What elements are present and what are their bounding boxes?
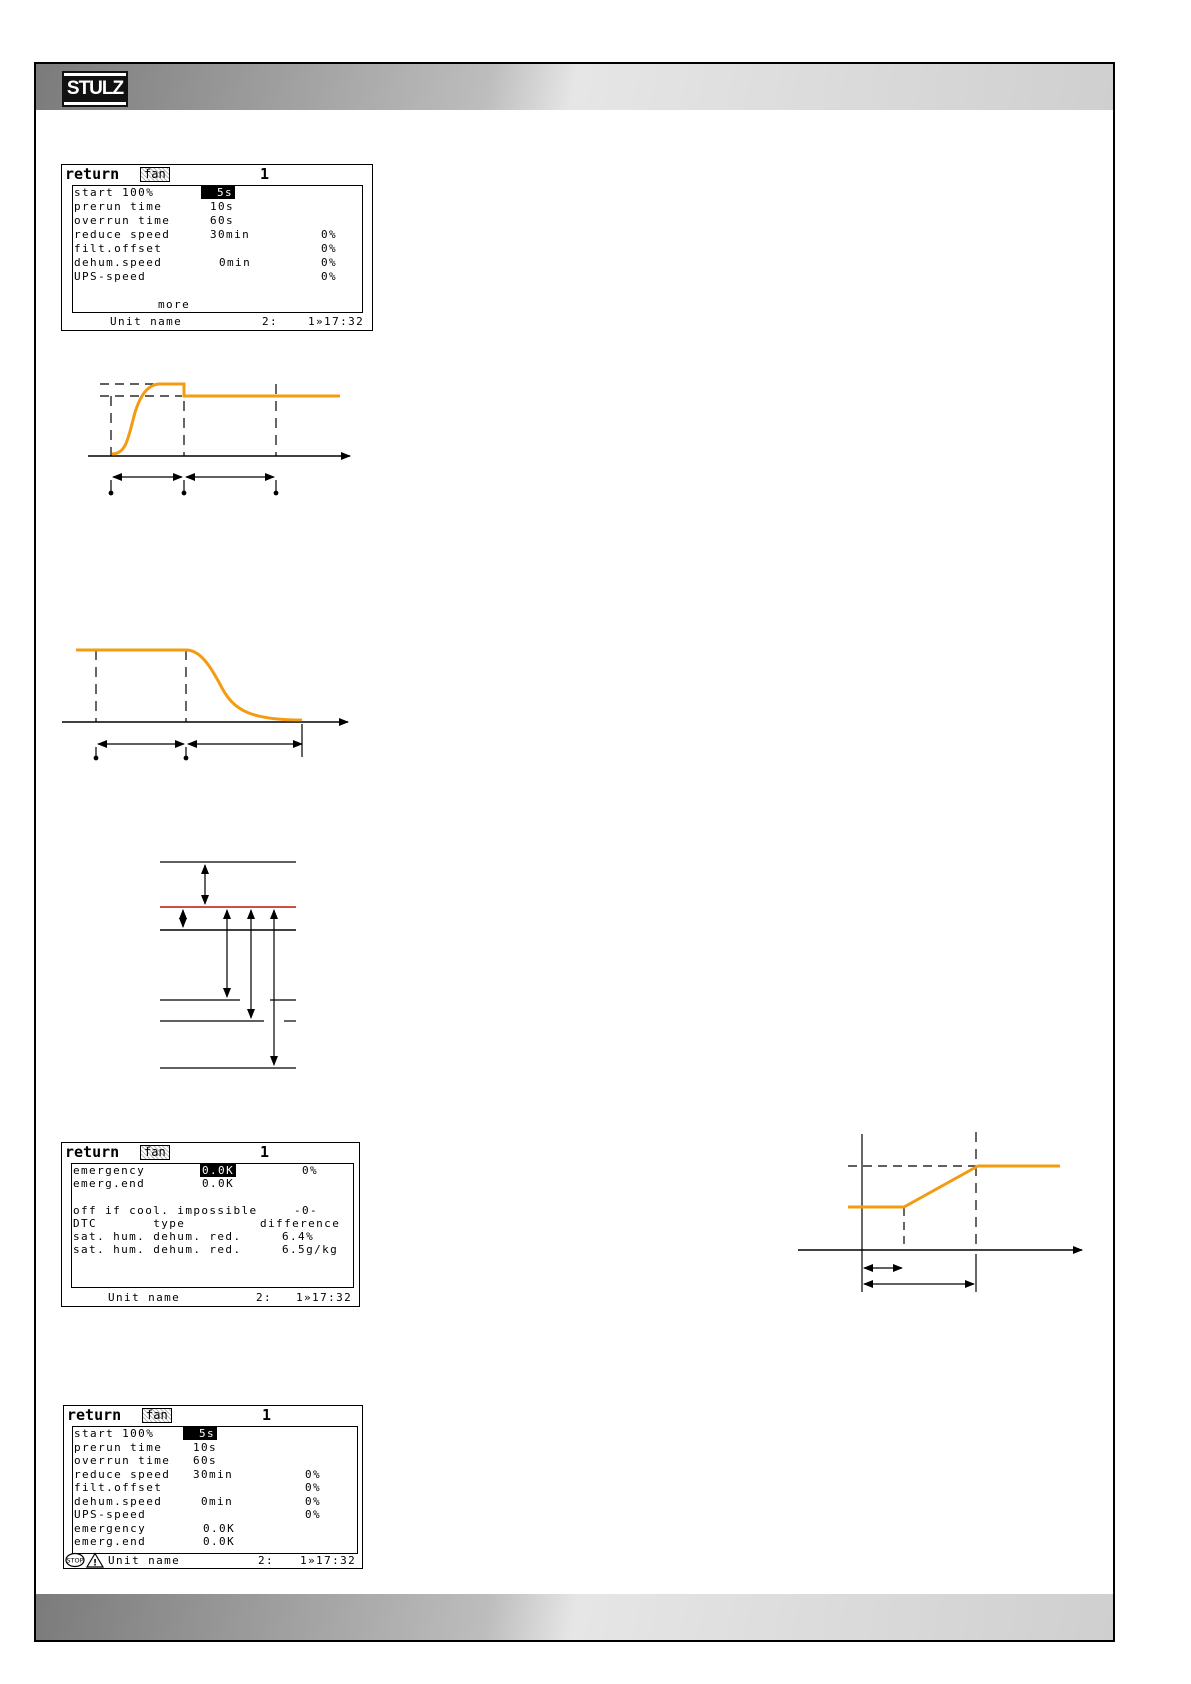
row-label: off if cool. impossible: [73, 1204, 258, 1217]
menu-row[interactable]: [73, 1217, 185, 1230]
row-value: 30min: [210, 228, 251, 241]
lcd-header: [64, 1143, 361, 1163]
stop-icon[interactable]: [66, 1554, 84, 1567]
row-percent: 0%: [305, 1494, 322, 1508]
menu-row[interactable]: [73, 1164, 145, 1177]
row-value: 0.0K: [202, 1177, 235, 1190]
row-label: dehum.speed: [74, 1494, 163, 1508]
svg-text:!: !: [92, 1558, 98, 1569]
row-label: overrun time: [74, 214, 171, 227]
row-label: emergency: [73, 1164, 146, 1177]
footer-unit-name: Unit name: [108, 1554, 181, 1567]
menu-row[interactable]: [74, 1535, 146, 1548]
fan-speed-curve: [112, 384, 340, 454]
row-percent: 0%: [305, 1467, 322, 1481]
stulz-logo: STULZ: [64, 73, 126, 105]
ramp-diagram: [798, 1132, 1082, 1292]
row-percent: 0%: [321, 228, 338, 241]
overrun-diagram: [62, 650, 348, 760]
menu-row[interactable]: [74, 1508, 146, 1521]
row-label: dehum.speed: [74, 256, 163, 269]
lcd-menu-box: [72, 1426, 358, 1554]
row-label: emergency: [74, 1521, 147, 1535]
row-label: reduce speed: [74, 228, 171, 241]
menu-row[interactable]: [74, 1454, 170, 1467]
row-value: 60s: [210, 214, 235, 227]
footer-unit-name: Unit name: [110, 315, 183, 328]
footer-page: 2:: [258, 1554, 275, 1567]
menu-row[interactable]: [74, 1522, 146, 1535]
row-value: 5s: [183, 1427, 217, 1440]
menu-row[interactable]: [73, 1204, 258, 1217]
row-label: start 100%: [74, 186, 155, 199]
startup-diagram: [88, 384, 350, 495]
row-percent: 0%: [302, 1164, 319, 1177]
row-percent: 0%: [321, 242, 338, 255]
level-diagram: [160, 862, 296, 1068]
fan-tab[interactable]: fan: [142, 1408, 172, 1423]
fan-tab[interactable]: fan: [140, 167, 170, 182]
row-value: 6.4%: [282, 1230, 315, 1243]
footer-page: 2:: [262, 315, 279, 328]
row-value: 0.0K: [203, 1521, 236, 1535]
row-value: 60s: [193, 1454, 218, 1467]
row-value: 0min: [219, 256, 252, 269]
fan-speed-curve: [848, 1166, 1060, 1207]
fan-tab[interactable]: fan: [140, 1145, 170, 1160]
row-label: sat. hum. dehum. red.: [73, 1243, 242, 1256]
row-label: sat. hum. dehum. red.: [73, 1230, 242, 1243]
lcd-screen-emergency-settings: [61, 1142, 360, 1307]
menu-row[interactable]: [74, 1481, 162, 1494]
row-value-highlight[interactable]: [200, 1164, 236, 1177]
row-value: 10s: [193, 1440, 218, 1454]
status-icons: [64, 1552, 114, 1570]
footer-time: 1»17:32: [300, 1554, 357, 1567]
row-label: UPS-speed: [74, 270, 147, 283]
row-label: reduce speed: [74, 1467, 171, 1481]
row-label: prerun time: [74, 1440, 163, 1454]
menu-row[interactable]: [74, 1468, 170, 1481]
row-percent: 0%: [305, 1481, 322, 1494]
warning-icon[interactable]: [87, 1554, 103, 1569]
footer-time: 1»17:32: [296, 1291, 353, 1304]
row-label: filt.offset: [74, 1481, 163, 1494]
row-percent: 0%: [305, 1508, 322, 1521]
row-value: 5s: [201, 186, 235, 199]
row-percent: 0%: [321, 270, 338, 283]
row-label: UPS-speed: [74, 1508, 147, 1521]
row-value: 30min: [193, 1467, 234, 1481]
row-value: -0-: [294, 1204, 319, 1217]
svg-text:STOP: STOP: [66, 1556, 84, 1565]
row-value: 0.0K: [202, 1164, 235, 1177]
row-label: prerun time: [74, 200, 163, 213]
menu-row[interactable]: [74, 1441, 162, 1454]
unit-number: 1: [262, 1406, 272, 1424]
menu-row[interactable]: [73, 1243, 241, 1256]
menu-row[interactable]: [74, 1495, 162, 1508]
menu-row[interactable]: [73, 1177, 145, 1190]
lcd-menu-box: [71, 1163, 354, 1288]
lcd-screen-fan-settings-full: [63, 1405, 363, 1569]
footer-time: 1»17:32: [308, 315, 365, 328]
row-value-highlight[interactable]: [183, 1427, 217, 1440]
row-value: difference: [260, 1217, 341, 1230]
unit-number: 1: [260, 165, 270, 183]
menu-row[interactable]: [73, 1230, 241, 1243]
return-button[interactable]: return: [67, 1406, 122, 1424]
more-link[interactable]: more: [158, 298, 191, 311]
row-label: DTC type: [73, 1217, 186, 1230]
row-percent: 0%: [321, 256, 338, 269]
row-label: filt.offset: [74, 242, 163, 255]
fan-speed-curve: [76, 650, 302, 720]
lcd-header: [66, 1406, 364, 1426]
footer-page: 2:: [256, 1291, 273, 1304]
return-button[interactable]: return: [65, 1143, 120, 1161]
footer-unit-name: Unit name: [108, 1291, 181, 1304]
row-value: 6.5g/kg: [282, 1243, 339, 1256]
row-label: start 100%: [74, 1427, 155, 1440]
row-value: 0min: [201, 1494, 234, 1508]
unit-number: 1: [260, 1143, 270, 1161]
row-label: emerg.end: [74, 1535, 147, 1548]
return-button[interactable]: return: [65, 165, 120, 183]
row-label: overrun time: [74, 1454, 171, 1467]
row-value: 10s: [210, 200, 235, 213]
row-label: emerg.end: [73, 1177, 146, 1190]
row-value: 0.0K: [203, 1535, 236, 1548]
menu-row[interactable]: [74, 1427, 154, 1440]
